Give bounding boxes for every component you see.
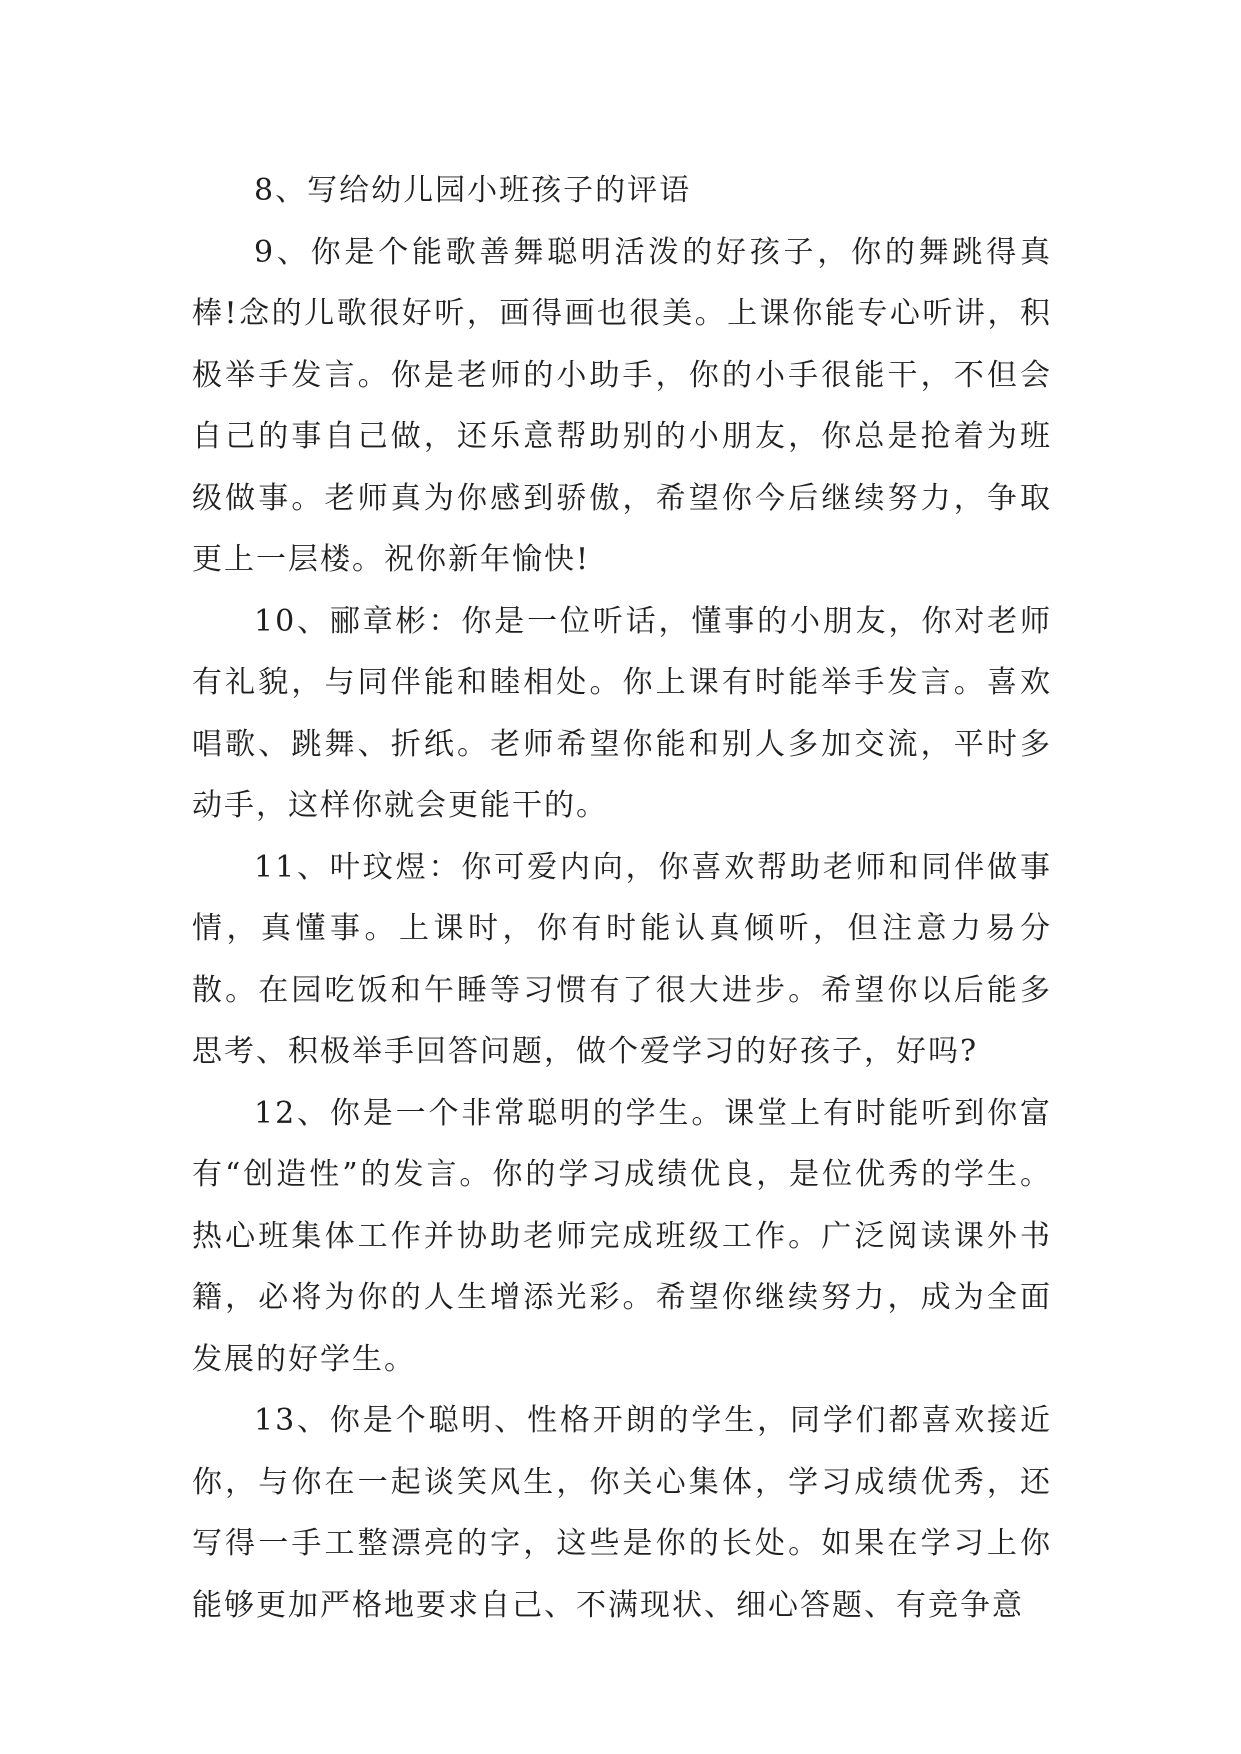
- paragraph-comment-9: 9、你是个能歌善舞聪明活泼的好孩子，你的舞跳得真棒!念的儿歌很好听，画得画也很美。上课你能专心听讲，积极举手发言。你是老师的小助手，你的小手很能干，不但会自己的事自己做，还乐意帮助别的小朋友，你总是抢着为班级做事。老师真为你感到骄傲，希望你今后继续努力，争取更上一层楼。祝你新年愉快!: [192, 234, 1052, 577]
- paragraph-comment-12: 12、你是一个非常聪明的学生。课堂上有时能听到你富有“创造性”的发言。你的学习成绩优良，是位优秀的学生。热心班集体工作并协助老师完成班级工作。广泛阅读课外书籍，必将为你的人生增添光彩。希望你继续努力，成为全面发展的好学生。: [192, 1095, 1052, 1377]
- paragraph-comment-10: 10、郦章彬：你是一位听话，懂事的小朋友，你对老师有礼貌，与同伴能和睦相处。你上课有时能举手发言。喜欢唱歌、跳舞、折纸。老师希望你能和别人多加交流，平时多动手，这样你就会更能干的。: [192, 603, 1052, 823]
- paragraph-comment-11: 11、叶玟煜：你可爱内向，你喜欢帮助老师和同伴做事情，真懂事。上课时，你有时能认真倾听，但注意力易分散。在园吃饭和午睡等习惯有了很大进步。希望你以后能多思考、积极举手回答问题，做个爱学习的好孩子，好吗?: [192, 849, 1052, 1069]
- paragraph-heading-8: 8、写给幼儿园小班孩子的评语: [254, 173, 692, 208]
- document-body: [192, 160, 1052, 1636]
- paragraph-comment-13: 13、你是个聪明、性格开朗的学生，同学们都喜欢接近你，与你在一起谈笑风生，你关心集体，学习成绩优秀，还写得一手工整漂亮的字，这些是你的长处。如果在学习上你能够更加严格地要求自己、不满现状、细心答题、有竞争意: [192, 1403, 1052, 1623]
